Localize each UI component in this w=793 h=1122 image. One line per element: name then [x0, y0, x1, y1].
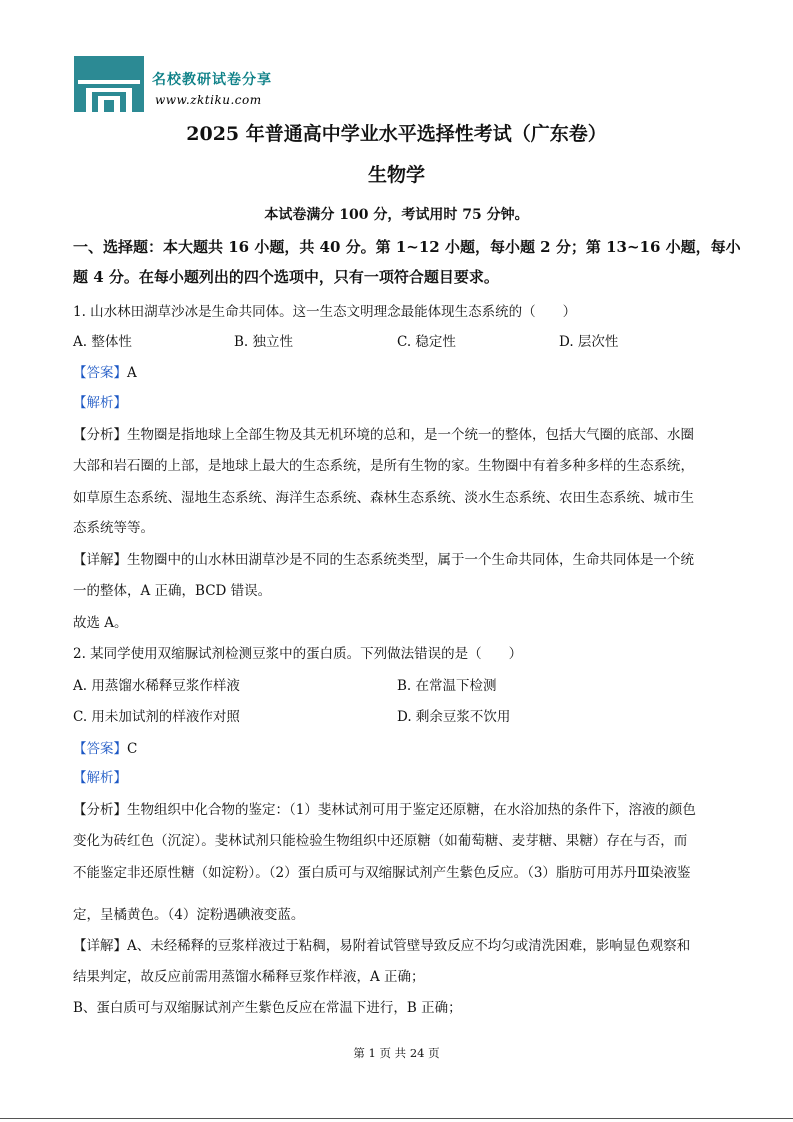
q1-detail-line	[73, 548, 694, 568]
analysis-label: 【分析】	[73, 802, 127, 818]
q2-detail-text-3: B、蛋白质可与双缩脲试剂产生紫色反应在常温下进行，B 正确；	[73, 1000, 462, 1016]
bottom-divider	[0, 1118, 793, 1119]
q2-option-c: C. 用未加试剂的样液作对照	[73, 709, 240, 725]
subject-title: 生物学	[367, 164, 425, 186]
q2-answer: C	[127, 741, 138, 757]
logo-icon	[74, 56, 144, 112]
q1-option-a: A. 整体性	[73, 334, 132, 350]
detail-label: 【详解】	[73, 552, 127, 568]
q2-option-d: D. 剩余豆浆不饮用	[397, 709, 511, 725]
q2-option-b: B. 在常温下检测	[397, 678, 497, 694]
q1-option-d: D. 层次性	[559, 334, 619, 350]
q1-analysis-text-2: 大部和岩石圈的上部，是地球上最大的生态系统，是所有生物的家。生物圈中有着多种多样的生态系统，	[73, 458, 694, 474]
exam-title: 2025 年普通高中学业水平选择性考试（广东卷）	[186, 123, 607, 145]
section-heading-line1: 一、选择题：本大题共 16 小题，共 40 分。第 1~12 小题，每小题 2 分；第 13~16 小题，每小	[73, 238, 741, 256]
q1-analysis-text-1: 生物圈是指地球上全部生物及其无机环境的总和，是一个统一的整体，包括大气圈的底部、水圈	[127, 427, 694, 443]
q1-option-b: B. 独立性	[234, 334, 294, 350]
exam-note: 本试卷满分 100 分，考试用时 75 分钟。	[264, 207, 529, 223]
detail-label: 【详解】	[73, 938, 127, 954]
logo-url: www.zktiku.com	[155, 93, 262, 107]
q2-analysis-text-4: 定，呈橘黄色。（4）淀粉遇碘液变蓝。	[73, 907, 305, 923]
q2-stem: 2. 某同学使用双缩脲试剂检测豆浆中的蛋白质。下列做法错误的是（ ）	[73, 646, 523, 662]
q1-analysis-line	[73, 423, 694, 443]
answer-label: 【答案】	[73, 741, 127, 757]
q2-detail-text-1: A、未经稀释的豆浆样液过于粘稠，易附着试管壁导致反应不均匀或清洗困难，影响显色观察和	[127, 938, 691, 954]
q1-analysis-text-4: 态系统等等。	[73, 520, 154, 536]
analysis-label: 【分析】	[73, 427, 127, 443]
q1-explain-label: 【解析】	[73, 395, 127, 411]
q2-explain-label: 【解析】	[73, 770, 127, 786]
page-footer: 第 1 页 共 24 页	[353, 1046, 440, 1060]
q2-analysis-text-1: 生物组织中化合物的鉴定：（1）斐林试剂可用于鉴定还原糖，在水浴加热的条件下，溶液的颜色	[127, 802, 696, 818]
q1-conclusion: 故选 A。	[73, 615, 128, 631]
q1-detail-text-1: 生物圈中的山水林田湖草沙是不同的生态系统类型，属于一个生命共同体，生命共同体是一个统	[127, 552, 694, 568]
q2-analysis-text-3: 不能鉴定非还原性糖（如淀粉）。（2）蛋白质可与双缩脲试剂产生紫色反应。（3）脂肪可用苏丹Ⅲ染液鉴	[73, 865, 691, 881]
q2-detail-text-2: 结果判定，故反应前需用蒸馏水稀释豆浆作样液，A 正确；	[73, 969, 425, 985]
q2-analysis-line	[73, 798, 696, 818]
section-heading-line2: 题 4 分。在每小题列出的四个选项中，只有一项符合题目要求。	[73, 268, 499, 286]
q2-detail-line	[73, 934, 690, 954]
q2-option-a: A. 用蒸馏水稀释豆浆作样液	[73, 678, 240, 694]
q1-answer-line	[73, 361, 137, 381]
q1-detail-text-2: 一的整体，A 正确，BCD 错误。	[73, 583, 272, 599]
q1-answer: A	[127, 365, 137, 381]
q1-stem: 1. 山水林田湖草沙冰是生命共同体。这一生态文明理念最能体现生态系统的（ ）	[73, 304, 577, 320]
logo-name: 名校教研试卷分享	[152, 72, 272, 88]
q2-answer-line	[73, 737, 137, 757]
q1-option-c: C. 稳定性	[397, 334, 456, 350]
answer-label: 【答案】	[73, 365, 127, 381]
q1-analysis-text-3: 如草原生态系统、湿地生态系统、海洋生态系统、森林生态系统、淡水生态系统、农田生态系统、城市生	[73, 490, 694, 506]
q2-analysis-text-2: 变化为砖红色（沉淀）。斐林试剂只能检验生物组织中还原糖（如葡萄糖、麦芽糖、果糖）存在与否，而	[73, 833, 688, 849]
